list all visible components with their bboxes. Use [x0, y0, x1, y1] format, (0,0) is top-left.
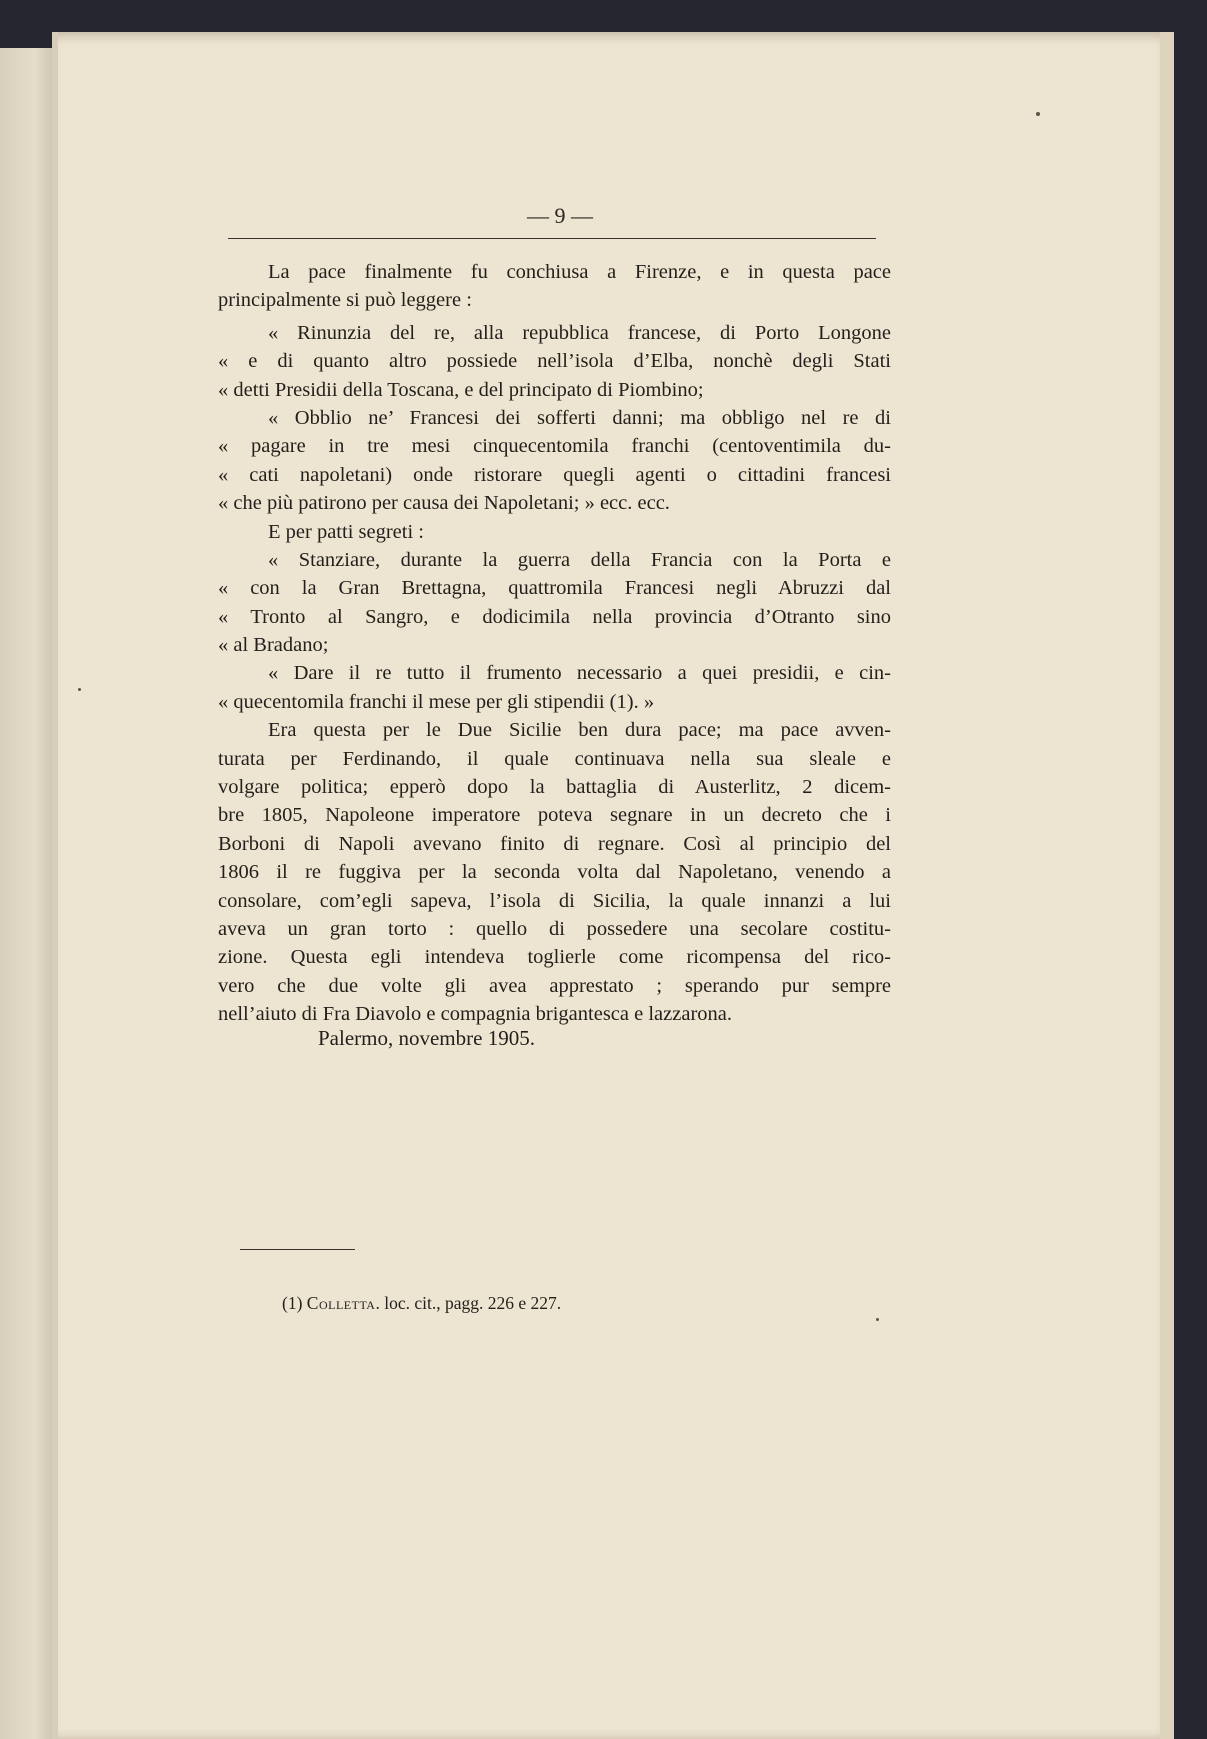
footnote [282, 1293, 561, 1314]
text-line: « pagare in tre mesi cinquecentomila franchi (centoventimila du- [218, 435, 891, 458]
text-line: « e di quanto altro possiede nell’isola d’Elba, nonchè degli Stati [218, 350, 891, 373]
footnote-author: Colletta [306, 1293, 376, 1313]
paragraph [218, 319, 891, 404]
text-line: nell’aiuto di Fra Diavolo e compagnia brigantesca e lazzarona. [218, 1003, 732, 1026]
text-line: vero che due volte gli avea apprestato ; sperando pur sempre [218, 974, 891, 997]
text-line: « quecentomila franchi il mese per gli stipendii (1). » [218, 690, 655, 713]
paragraph [218, 659, 891, 716]
header-rule [228, 238, 876, 239]
text-line: consolare, com’egli sapeva, l’isola di Sicilia, la quale innanzi a lui [218, 889, 891, 912]
page-number: — 9 — [527, 203, 593, 228]
text-line: « cati napoletani) onde ristorare quegli agenti o cittadini francesi [218, 463, 891, 486]
closing-date: Palermo, novembre 1905. [318, 1026, 535, 1050]
paragraph [218, 404, 891, 518]
body-text [218, 258, 891, 1029]
text-line: « Dare il re tutto il frumento necessario a quei presidii, e cin- [268, 662, 891, 685]
text-line: « al Bradano; [218, 634, 329, 657]
text-line: « con la Gran Brettagna, quattromila Francesi negli Abruzzi dal [218, 577, 891, 600]
text-line: La pace finalmente fu conchiusa a Firenze, e in questa pace [268, 261, 891, 283]
text-line: « Tronto al Sangro, e dodicimila nella provincia d’Otranto sino [218, 605, 891, 628]
text-line: « Rinunzia del re, alla repubblica francese, di Porto Longone [268, 321, 891, 344]
paragraph [218, 546, 891, 660]
text-line: Era questa per le Due Sicilie ben dura pace; ma pace avven- [268, 719, 891, 742]
text-line: « che più patirono per causa dei Napoletani; » ecc. ecc. [218, 492, 670, 515]
text-line: aveva un gran torto : quello di possedere una secolare costitu- [218, 917, 891, 940]
page-speck [876, 1318, 879, 1321]
text-line: « Stanziare, durante la guerra della Francia con la Porta e [268, 548, 891, 571]
right-page-edge [1160, 32, 1174, 1739]
page-fold [52, 32, 58, 1739]
text-line: « Obblio ne’ Francesi dei sofferti danni; ma obbligo nel re di [268, 406, 891, 429]
scan-margin-right [1174, 0, 1207, 1739]
text-line: 1806 il re fuggiva per la seconda volta dal Napoletano, venendo a [218, 861, 891, 884]
text-line: Borboni di Napoli avevano finito di regnare. Così al principio del [218, 832, 891, 855]
paragraph [243, 518, 891, 546]
text-line: E per patti segreti : [268, 520, 424, 543]
footnote-citation: . loc. cit., pagg. 226 e 227. [375, 1293, 562, 1313]
text-line: volgare politica; epperò dopo la battaglia di Austerlitz, 2 dicem- [218, 776, 891, 799]
text-line: zione. Questa egli intendeva toglierle come ricompensa del rico- [218, 946, 891, 969]
footnote-rule [240, 1249, 355, 1250]
paragraph [218, 716, 891, 1028]
text-line: turata per Ferdinando, il quale continuava nella sua sleale e [218, 747, 891, 770]
footnote-marker: (1) [282, 1293, 303, 1313]
text-line: bre 1805, Napoleone imperatore poteva segnare in un decreto che i [218, 804, 891, 827]
left-page-edge [0, 48, 58, 1739]
text-line: « detti Presidii della Toscana, e del principato di Piombino; [218, 378, 704, 401]
page-speck [78, 688, 81, 691]
text-line: principalmente si può leggere : [218, 289, 472, 312]
paragraph [218, 258, 891, 315]
page-speck [1036, 112, 1040, 116]
